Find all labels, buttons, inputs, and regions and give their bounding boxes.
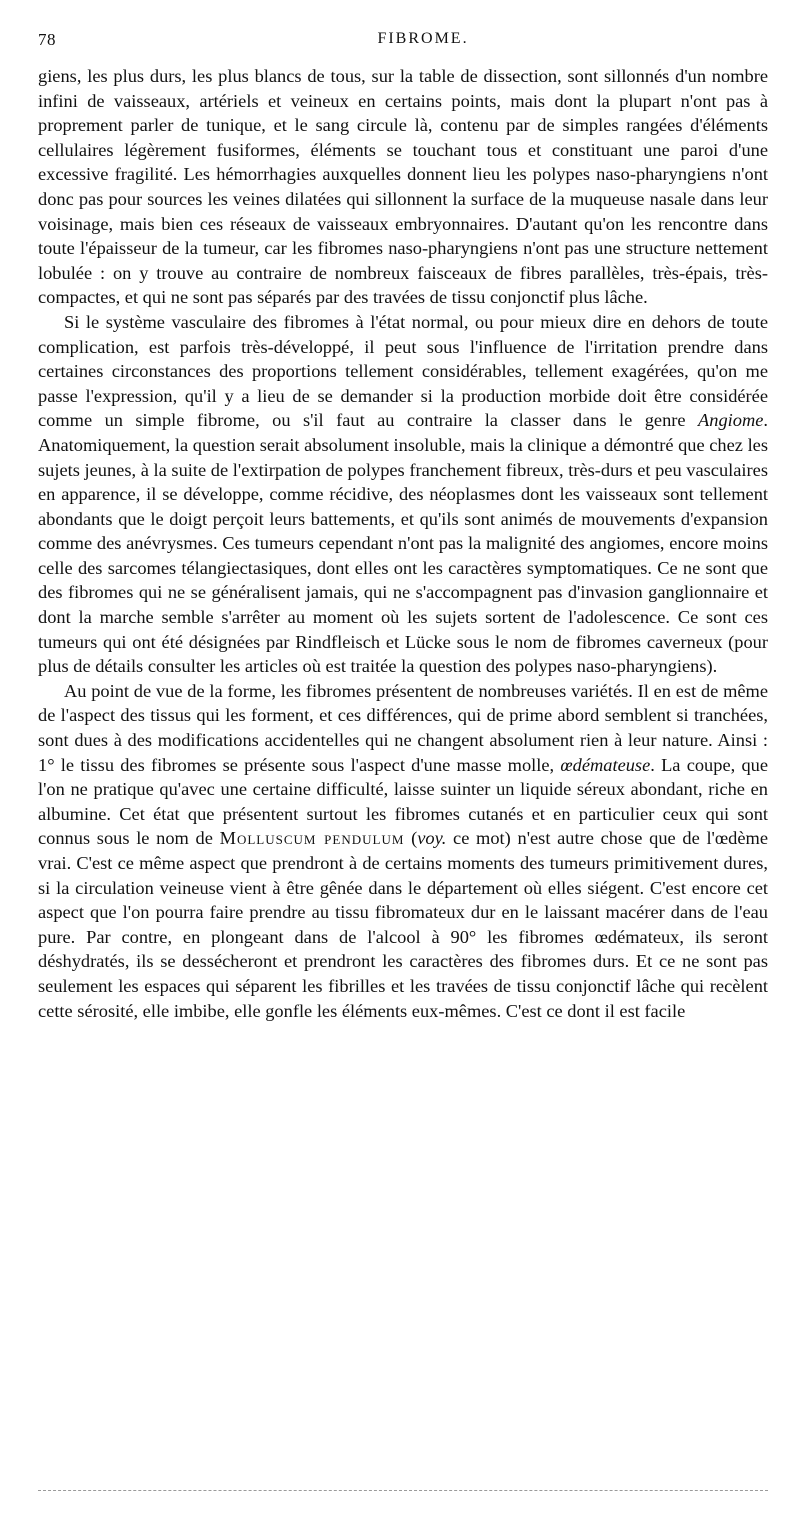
- paragraph-3-text-d: ce mot) n'est autre chose que de l'œdème vrai. C'est ce même aspect que prendront à de certains moments des tumeurs primitivement dures, si la circulation veineuse vient à être gênée dans le département où elles siégent. C'est encore cet aspect que l'on pourra faire prendre au tissu fibromateux dur en le laissant macérer dans de l'eau pure. Par contre, en plongeant dans de l'alcool à 90° les fibromes œdémateux, ils seront déshydratés, ils se dessécheront et prendront les caractères des fibromes durs. Et ce ne sont pas seulement les espaces qui séparent les fibrilles et les travées de tissu conjonctif lâche qui recèlent cette sérosité, elle imbibe, elle gonfle les éléments eux-mêmes. C'est ce dont il est facile: [38, 828, 768, 1021]
- paragraph-2-text-a: Si le système vasculaire des fibromes à l'état normal, ou pour mieux dire en dehors de toute complication, est parfois très-développé, il peut sous l'influence de l'irritation prendre dans certaines circonstances des proportions tellement considérables, tellement exagérées, qu'on me passe l'expression, qu'il y a lieu de se demander si la production morbide doit être considérée comme un simple fibrome, ou s'il faut au contraire la classer dans le genre: [38, 311, 768, 431]
- book-page: [38, 0, 768, 1520]
- paragraph-1-text: giens, les plus durs, les plus blancs de tous, sur la table de dissection, sont sillonnés d'un nombre infini de vaisseaux, artériels et veineux en certains points, mais dont la plupart n'ont pas à proprement parler de tunique, et le sang circule là, contenu par de simples rangées d'éléments cellulaires légèrement fusiformes, éléments se touchant tous et constituant une paroi d'une excessive fragilité. Les hémorrhagies auxquelles donnent lieu les polypes naso-pharyngiens n'ont donc pas pour sources les veines dilatées qui sillonnent la surface de la muqueuse nasale dans leur voisinage, mais bien ces réseaux de vaisseaux embryonnaires. D'autant qu'on les rencontre dans toute l'épaisseur de la tumeur, car les fibromes naso-pharyngiens n'ont pas une structure nettement lobulée : on y trouve au contraire de nombreux faisceaux de fibres parallèles, très-épais, très-compactes, et qui ne sont pas séparés par des travées de tissu conjonctif plus lâche.: [38, 66, 768, 308]
- paragraph-3-text-b: . La coupe, que l'on ne pratique qu'avec une certaine difficulté, laisse suinter un liquide séreux abondant, riche en albumine. Cet état que présentent surtout les fibromes cutanés et en particulier ceux qui sont connus sous le nom de: [38, 754, 768, 849]
- page-header: [38, 30, 768, 54]
- page-number: 78: [38, 30, 56, 49]
- term-oedemateuse: œdémateuse: [560, 754, 651, 775]
- term-angiome: Angiome: [698, 410, 764, 431]
- paragraph-2-text-b: . Anatomiquement, la question serait absolument insoluble, mais la clinique a démontré que chez les sujets jeunes, à la suite de l'extirpation de polypes franchement fibreux, très-durs et peu vasculaires en apparence, il se développe, comme récidive, des néoplasmes dont les vaisseaux sont tellement abondants que le doigt perçoit leurs battements, et qu'ils sont animés de mouvements d'expansion comme des anévrysmes. Ces tumeurs cependant n'ont pas la malignité des angiomes, encore moins celle des sarcomes télangiectasiques, dont elles ont les caractères symptomatiques. Ce ne sont que des fibromes qui ne se généralisent jamais, qui ne s'accompagnent pas d'invasion ganglionnaire et dont la marche semble s'arrêter au moment où les sujets sortent de l'adolescence. Ce sont ces tumeurs qui ont été désignées par Rindfleisch et Lücke sous le nom de fibromes caverneux (pour plus de détails consulter les articles où est traitée la question des polypes naso-pharyngiens).: [38, 410, 768, 677]
- paragraph-3: [38, 679, 768, 1023]
- paragraph-3-text-c: (: [404, 828, 418, 849]
- running-title: FIBROME.: [377, 30, 469, 47]
- footer-rule: [38, 1490, 768, 1491]
- term-voy: voy.: [417, 828, 447, 849]
- paragraph-1: [38, 64, 768, 310]
- paragraph-2: [38, 310, 768, 679]
- body-text: [38, 64, 768, 1023]
- paragraph-3-text-a: Au point de vue de la forme, les fibromes présentent de nombreuses variétés. Il en est de même de l'aspect des tissus qui les forment, et ces différences, qui de prime abord semblent si tranchées, sont dues à des modifications accidentelles qui ne changent absolument rien à leur nature. Ainsi : 1° le tissu des fibromes se présente sous l'aspect d'une masse molle,: [38, 680, 768, 775]
- term-molluscum-pendulum: Molluscum pendulum: [219, 828, 405, 849]
